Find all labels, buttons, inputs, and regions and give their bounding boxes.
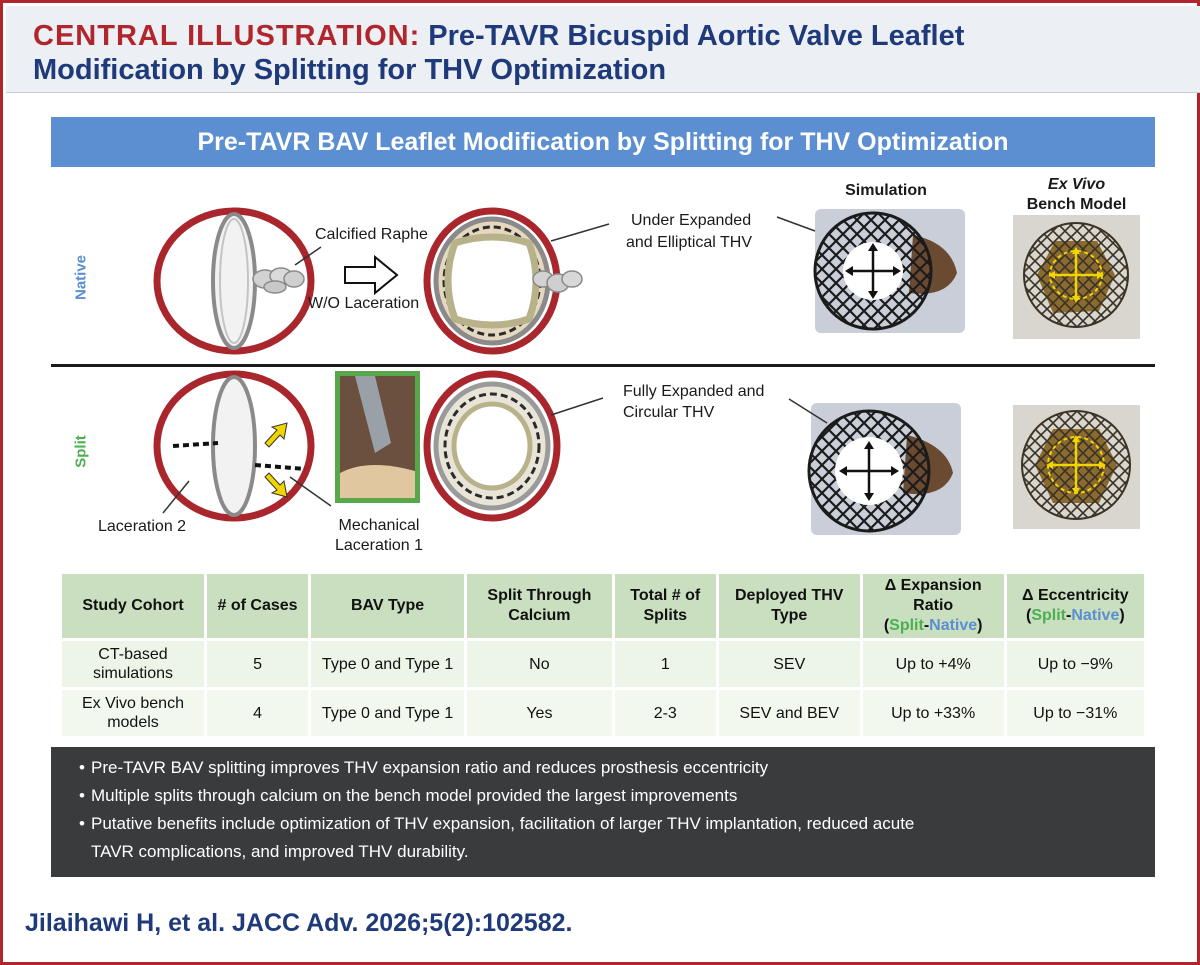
cell-total-splits: 1	[615, 641, 716, 687]
cohort-l2: simulations	[92, 665, 173, 682]
header-total-splits	[615, 574, 716, 638]
header-total-splits-l1: Total # of	[630, 587, 701, 604]
study-cohort-table	[59, 571, 1147, 739]
cell-cohort	[62, 641, 204, 687]
header-cases: # of Cases	[207, 574, 308, 638]
native-exvivo-image	[1013, 215, 1140, 339]
table-row	[62, 690, 1144, 736]
cell-cases: 5	[207, 641, 308, 687]
header-eccentricity	[1007, 574, 1144, 638]
exvivo-column-header-line2: Bench Model	[1026, 196, 1127, 213]
header-bav-type: BAV Type	[311, 574, 464, 638]
key-findings-panel	[51, 747, 1155, 877]
citation: Jilaihawi H, et al. JACC Adv. 2026;5(2):102582.	[25, 909, 573, 937]
cell-expansion: Up to +33%	[863, 690, 1004, 736]
paren-close: )	[1119, 607, 1125, 624]
header-study-cohort: Study Cohort	[62, 574, 204, 638]
header-total-splits-l2: Splits	[643, 607, 688, 624]
native-annulus-after	[427, 211, 609, 351]
header-eccentricity-l1: Δ Eccentricity	[1022, 587, 1129, 604]
table-header-row	[62, 574, 1144, 638]
calcified-raphe-label: Calcified Raphe	[315, 226, 428, 243]
cell-expansion: Up to +4%	[863, 641, 1004, 687]
cohort-l2: models	[107, 714, 159, 731]
native-word: Native	[929, 617, 978, 634]
mechanical-laceration-label-line1: Mechanical	[338, 517, 420, 534]
table-row	[62, 641, 1144, 687]
header-deployed-thv	[719, 574, 860, 638]
fully-expanded-label-line1: Fully Expanded and	[623, 383, 765, 400]
split-simulation-image	[789, 399, 961, 535]
header-expansion-formula	[867, 616, 1000, 636]
paren-open: (	[1025, 607, 1032, 624]
header-deployed-thv-l1: Deployed THV	[734, 587, 844, 604]
cell-cases: 4	[207, 690, 308, 736]
finding-bullet-continuation: TAVR complications, and improved THV durability.	[91, 842, 469, 861]
cohort-l1: Ex Vivo bench	[81, 695, 184, 712]
cell-deployed-thv: SEV and BEV	[719, 690, 860, 736]
native-row-label: Native	[72, 254, 90, 301]
finding-bullet: • Multiple splits through calcium on the bench model provided the largest improvements	[79, 782, 1135, 810]
under-expanded-label-line2: and Elliptical THV	[626, 234, 752, 251]
cell-deployed-thv: SEV	[719, 641, 860, 687]
native-annulus-before	[157, 211, 321, 351]
split-word: Split	[1031, 607, 1066, 624]
simulation-column-header: Simulation	[845, 182, 927, 199]
cell-bav-type: Type 0 and Type 1	[311, 641, 464, 687]
exvivo-column-header-line1: Ex Vivo	[1047, 176, 1106, 193]
header-eccentricity-formula	[1011, 606, 1140, 626]
header-expansion-l1: Δ Expansion	[884, 577, 982, 594]
split-word: Split	[889, 617, 924, 634]
split-annulus-after	[427, 374, 603, 518]
header-deployed-thv-l2: Type	[771, 607, 808, 624]
native-word: Native	[1071, 607, 1120, 624]
split-exvivo-image	[1013, 405, 1140, 529]
header-split-calcium-l2: Calcium	[508, 607, 571, 624]
paren-close: )	[977, 617, 983, 634]
header-title-line1: Pre-TAVR Bicuspid Aortic Valve Leaflet	[428, 20, 965, 52]
dash: -	[923, 617, 930, 634]
under-expanded-label-line1: Under Expanded	[631, 212, 752, 229]
split-annulus-before	[157, 374, 331, 518]
split-row-label: Split	[72, 435, 90, 468]
header-expansion-ratio	[863, 574, 1004, 638]
finding-bullet: • Pre-TAVR BAV splitting improves THV expansion ratio and reduces prosthesis eccentricity	[79, 754, 1135, 782]
header-split-calcium	[467, 574, 612, 638]
panel-banner: Pre-TAVR BAV Leaflet Modification by Splitting for THV Optimization	[51, 117, 1155, 167]
right-arrow-outline-icon	[345, 257, 397, 293]
header-split-calcium-l1: Split Through	[487, 587, 592, 604]
cell-bav-type: Type 0 and Type 1	[311, 690, 464, 736]
header-title-line2: Modification by Splitting for THV Optimization	[33, 54, 667, 86]
cell-cohort	[62, 690, 204, 736]
cell-split-calcium: Yes	[467, 690, 612, 736]
header-expansion-l2: Ratio	[913, 597, 954, 614]
cohort-l1: CT-based	[98, 646, 168, 663]
fully-expanded-label-line2: Circular THV	[623, 404, 715, 421]
illustration-artwork	[3, 3, 1197, 563]
cell-split-calcium: No	[467, 641, 612, 687]
cell-eccentricity: Up to −9%	[1007, 641, 1144, 687]
mechanical-laceration-label-line2: Laceration 1	[334, 537, 424, 554]
dash: -	[1065, 607, 1072, 624]
wo-laceration-label: W/O Laceration	[308, 295, 420, 312]
central-illustration-tag: CENTRAL ILLUSTRATION:	[33, 20, 421, 52]
paren-open: (	[883, 617, 890, 634]
cell-eccentricity: Up to −31%	[1007, 690, 1144, 736]
cell-total-splits: 2-3	[615, 690, 716, 736]
mechanical-laceration-photo	[335, 371, 420, 503]
laceration-2-label: Laceration 2	[98, 518, 187, 535]
row-divider	[51, 364, 1155, 367]
finding-bullet: • Putative benefits include optimization of THV expansion, facilitation of larger THV implantation, reduced acute	[79, 810, 1135, 838]
